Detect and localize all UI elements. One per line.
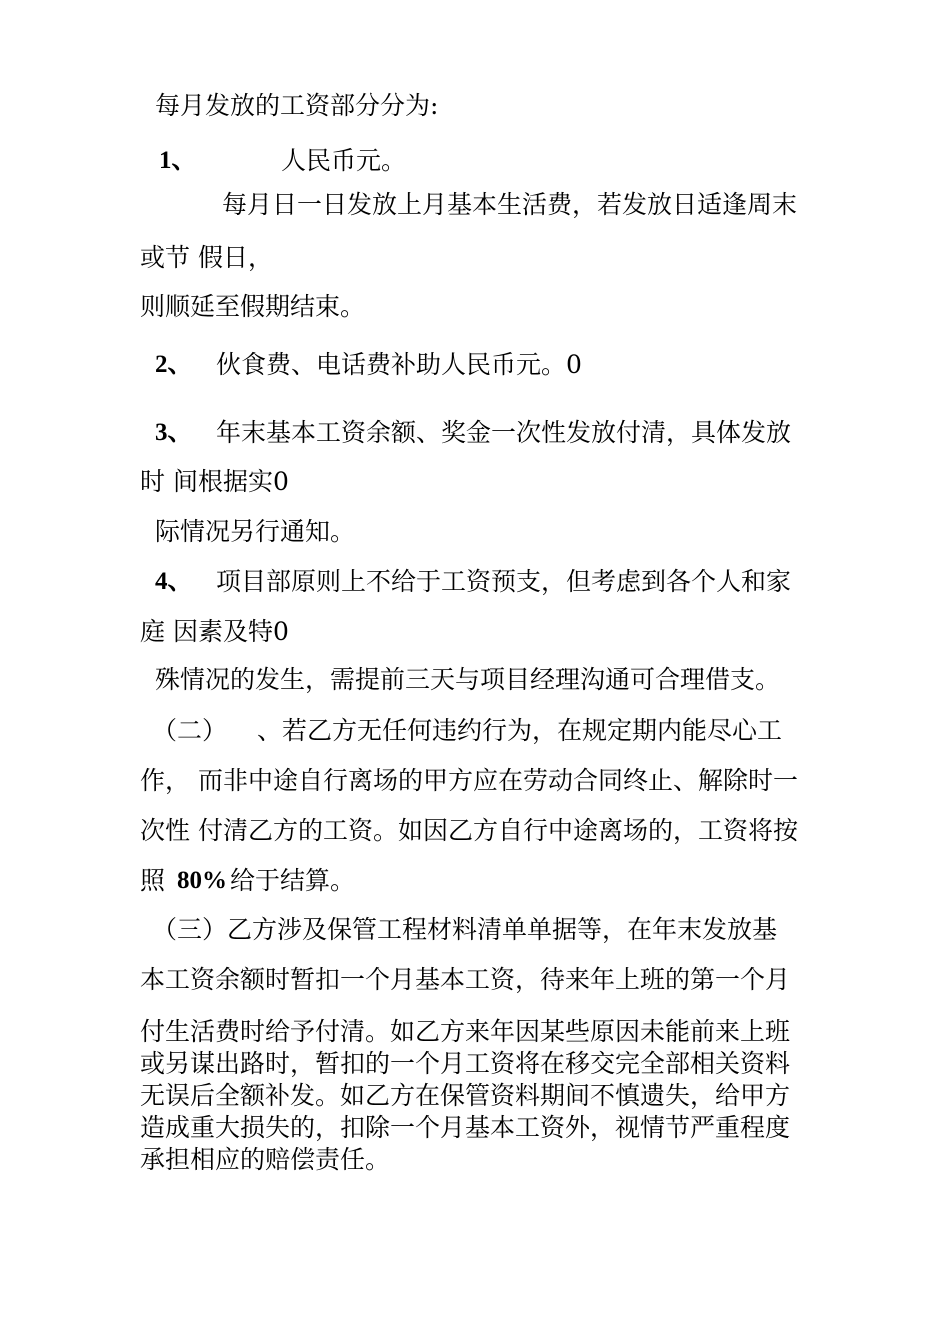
text-line: 时 间根据实0 bbox=[140, 467, 289, 496]
text-line: 每月日一日发放上月基本生活费，若发放日适逢周末 bbox=[222, 190, 798, 219]
text-line: 无误后全额补发。如乙方在保管资料期间不慎遗失，给甲方 bbox=[140, 1081, 791, 1110]
text-line: 或节 假日， bbox=[140, 243, 273, 272]
list-number: 2、 bbox=[155, 351, 193, 378]
text-line: 次性 付清乙方的工资。如因乙方自行中途离场的，工资将按 bbox=[140, 816, 798, 845]
text-segment: 人民币元。 bbox=[281, 146, 407, 175]
text-segment: 、若乙方无任何违约行为，在规定期内能尽心工 bbox=[257, 716, 783, 745]
text-line: 作， 而非中途自行离场的甲方应在劳动合同终止、解除时一 bbox=[140, 766, 798, 795]
text-line: 本工资余额时暂扣一个月基本工资，待来年上班的第一个月 bbox=[140, 965, 791, 994]
text-line: 庭 因素及特0 bbox=[140, 617, 289, 646]
text-line: 则顺延至假期结束。 bbox=[140, 292, 366, 321]
text-segment: 照 bbox=[140, 866, 166, 895]
text-line: 承担相应的赔偿责任。 bbox=[140, 1145, 391, 1174]
text-line: 殊情况的发生，需提前三天与项目经理沟通可合理借支。 bbox=[155, 665, 781, 694]
section-marker: （二） bbox=[152, 716, 228, 745]
text-line: 付生活费时给予付清。如乙方来年因某些原因未能前来上班 bbox=[140, 1017, 791, 1046]
text-segment: 年末基本工资余额、奖金一次性发放付清，具体发放 bbox=[216, 418, 792, 447]
list-number: 1、 bbox=[159, 147, 197, 174]
text-line: （三）乙方涉及保管工程材料清单单据等，在年末发放基 bbox=[152, 915, 778, 944]
text-segment: 项目部原则上不给于工资预支，但考虑到各个人和家 bbox=[216, 567, 792, 596]
text-line: 造成重大损失的，扣除一个月基本工资外，视情节严重程度 bbox=[140, 1113, 791, 1142]
list-number: 3、 bbox=[155, 419, 193, 446]
text-line: 或另谋出路时，暂扣的一个月工资将在移交完全部相关资料 bbox=[140, 1049, 791, 1078]
text-segment: 伙食费、电话费补助人民币元。0 bbox=[216, 350, 582, 379]
percentage: 80% bbox=[177, 867, 227, 894]
text-line: 每月发放的工资部分分为: bbox=[155, 91, 439, 120]
list-number: 4、 bbox=[155, 568, 193, 595]
text-line: 际情况另行通知。 bbox=[155, 517, 356, 546]
text-segment: 给于结算。 bbox=[230, 866, 356, 895]
